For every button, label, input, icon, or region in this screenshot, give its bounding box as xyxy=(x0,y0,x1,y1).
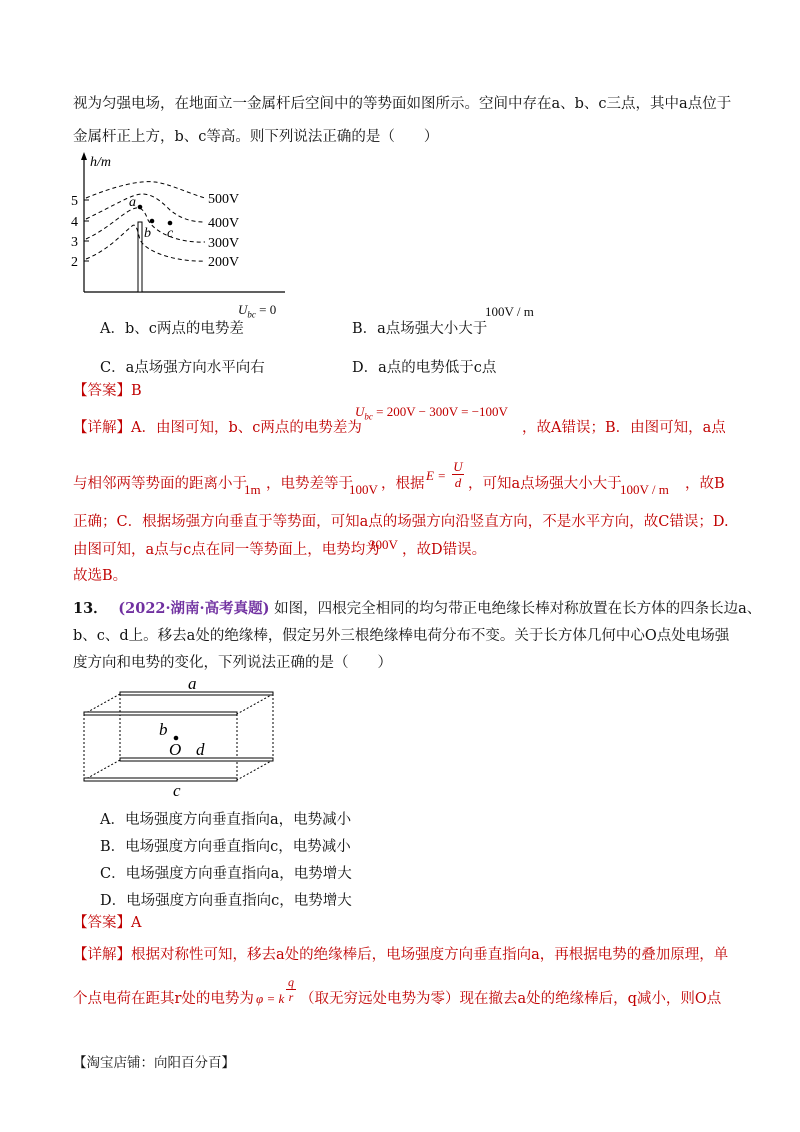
tick-label-2: 2 xyxy=(71,255,78,270)
option-d: D．a点的电势低于c点 xyxy=(352,360,497,376)
dashed-edge-bl xyxy=(84,760,120,780)
label-a: a xyxy=(129,195,136,210)
dashed-edge-tl xyxy=(84,694,120,714)
option-a-u: U xyxy=(238,302,248,317)
option-b-value: 100V / m xyxy=(485,304,534,319)
label-d: d xyxy=(196,740,205,759)
phi-symbol: φ = k xyxy=(256,991,285,1006)
q13-option-a: A．电场强度方向垂直指向a，电势减小 xyxy=(100,812,352,828)
u-symbol: U xyxy=(355,404,365,419)
q12-detail-line3: 正确；C．根据场强方向垂直于等势面，可知a点的场强方向沿竖直方向，不是水平方向，故C错误；D. xyxy=(73,514,729,530)
q13-option-c: C．电场强度方向垂直指向a，电势增大 xyxy=(100,866,352,882)
detail-label: 【详解】 xyxy=(73,420,131,436)
detail-text: A．由图可知，b、c两点的电势差为 xyxy=(131,420,362,436)
axis-label-h: h/m xyxy=(90,155,111,170)
value-1m: 1m xyxy=(244,482,261,497)
rod-a xyxy=(120,692,273,695)
footer-shop: 【淘宝店铺：向阳百分百】 xyxy=(73,1055,235,1071)
q12-conclusion: 故选B。 xyxy=(73,568,128,584)
e-symbol: E = xyxy=(426,468,446,483)
point-a-dot xyxy=(138,205,143,210)
value-300v: 300V xyxy=(369,537,398,552)
q13-detail-line2b: （取无穷远处电势为零）现在撤去a处的绝缘棒后，q减小，则O点 xyxy=(300,991,722,1007)
q13-line3: 度方向和电势的变化，下列说法正确的是（ ） xyxy=(73,655,392,671)
detail-text-4b: ，故D错误。 xyxy=(402,542,487,558)
answer-value: A xyxy=(131,915,142,931)
tick-label-4: 4 xyxy=(71,215,78,230)
detail-text: 由图可知，a点与c点在同一等势面上，电势均为 xyxy=(73,542,380,558)
denominator-d: d xyxy=(454,475,462,490)
answer-label: 【答案】 xyxy=(73,915,131,931)
cuboid-figure xyxy=(78,672,283,798)
detail-text-2c: ，根据 xyxy=(381,476,425,492)
dashed-edge-tr xyxy=(237,694,273,714)
detail-text-2b: ，电势差等于 xyxy=(266,476,353,492)
q13-option-b: B．电场强度方向垂直指向c，电势减小 xyxy=(100,839,351,855)
option-a xyxy=(100,317,244,338)
q13-detail-line1 xyxy=(73,945,728,965)
question-source: (2022·湖南·高考真题) xyxy=(118,600,270,617)
numerator-u: U xyxy=(453,459,463,474)
q12-detail-line2 xyxy=(73,474,247,494)
label-200v: 200V xyxy=(208,255,240,270)
question-stem-line1: 视为匀强电场，在地面立一金属杆后空间中的等势面如图所示。空间中存在a、b、c三点，其中a点位于 xyxy=(73,96,732,112)
equipotential-figure xyxy=(60,150,300,300)
answer-label: 【答案】 xyxy=(73,383,131,399)
equipotential-400v xyxy=(86,194,205,222)
numerator-q: q xyxy=(288,975,294,989)
q12-detail-formula xyxy=(355,404,508,422)
rod-b xyxy=(84,712,237,715)
tick-label-3: 3 xyxy=(71,235,78,250)
label-b: b xyxy=(144,226,151,241)
detail-text: 与相邻两等势面的距离小于 xyxy=(73,476,247,492)
label-a: a xyxy=(188,674,197,693)
y-axis-arrow xyxy=(81,152,87,160)
label-b: b xyxy=(159,720,168,739)
q12-answer xyxy=(73,381,142,401)
rod-c xyxy=(84,778,237,781)
option-a-formula xyxy=(238,302,276,320)
metal-rod xyxy=(138,222,142,292)
fraction-q-over-r xyxy=(286,975,296,1004)
question-number: 13． xyxy=(73,600,108,617)
detail-text-2e: ，故B xyxy=(685,476,725,492)
fraction-u-over-d xyxy=(452,459,464,490)
point-b-dot xyxy=(150,219,155,224)
option-a-eq: = 0 xyxy=(259,302,277,317)
option-c: C．a点场强方向水平向右 xyxy=(100,360,265,376)
q12-detail-line1b: ，故A错误；B．由图可知，a点 xyxy=(522,420,726,436)
option-b-text: B．a点场强大小大于 xyxy=(352,321,488,337)
detail-text-2d: ，可知a点场强大小大于 xyxy=(468,476,622,492)
formula-value: = 200V − 300V = −100V xyxy=(376,404,508,419)
q13-line1 xyxy=(73,599,761,619)
dashed-edge-br xyxy=(237,760,273,780)
q13-option-d: D．电场强度方向垂直指向c，电势增大 xyxy=(100,893,352,909)
question-text: 如图，四根完全相同的均匀带正电绝缘长棒对称放置在长方体的四条长边a、 xyxy=(274,601,762,617)
equipotential-500v xyxy=(86,182,205,198)
formula-phi xyxy=(256,991,284,1007)
question-stem-line2: 金属杆正上方，b、c等高。则下列说法正确的是（ ） xyxy=(73,129,439,145)
detail-text: 根据对称性可知，移去a处的绝缘棒后，电场强度方向垂直指向a，再根据电势的叠加原理，单 xyxy=(131,947,729,963)
denominator-r: r xyxy=(288,990,294,1004)
option-a-text: A．b、c两点的电势差 xyxy=(100,321,244,337)
q12-detail-line1 xyxy=(73,418,362,438)
label-o: O xyxy=(169,740,182,759)
label-c: c xyxy=(167,226,174,241)
label-c: c xyxy=(173,781,181,798)
q12-detail-line4 xyxy=(73,540,380,560)
point-c-dot xyxy=(168,221,173,226)
value-100v-m: 100V / m xyxy=(620,482,669,497)
u-sub: bc xyxy=(364,411,373,422)
option-b xyxy=(352,317,487,338)
option-a-sub: bc xyxy=(247,309,256,320)
label-500v: 500V xyxy=(208,192,240,207)
label-400v: 400V xyxy=(208,216,240,231)
detail-label: 【详解】 xyxy=(73,947,131,963)
label-300v: 300V xyxy=(208,236,240,251)
value-100v: 100V xyxy=(349,482,378,497)
q13-detail-line2: 个点电荷在距其r处的电势为 xyxy=(73,991,254,1007)
answer-value: B xyxy=(131,383,142,399)
tick-label-5: 5 xyxy=(71,194,78,209)
formula-e xyxy=(426,468,446,484)
q13-line2: b、c、d上。移去a处的绝缘棒，假定另外三根绝缘棒电荷分布不变。关于长方体几何中心O点处电场强 xyxy=(73,628,730,644)
q13-answer xyxy=(73,913,141,933)
